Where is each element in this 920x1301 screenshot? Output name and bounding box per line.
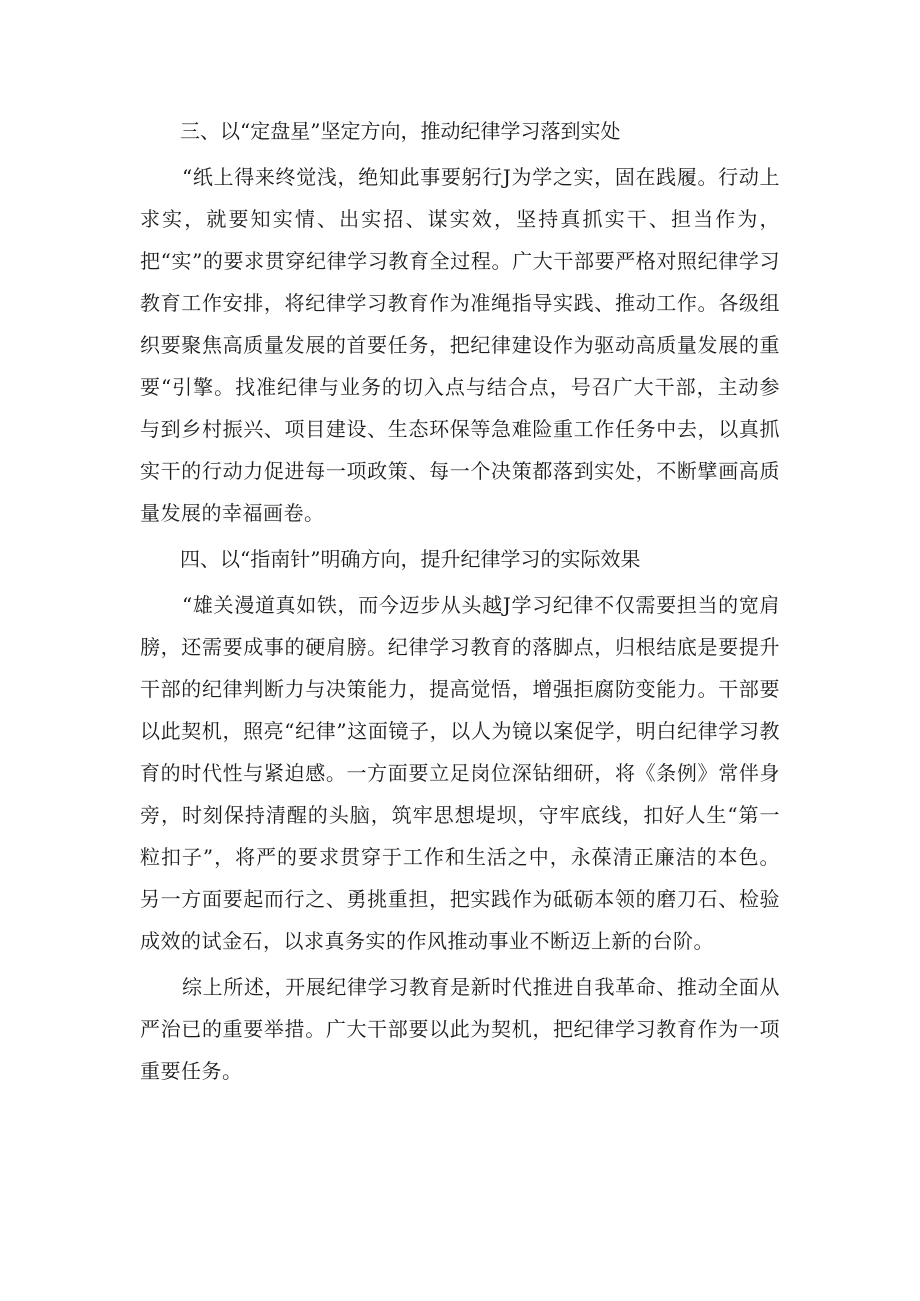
section-heading-4: 四、以“指南针”明确方向，提升纪律学习的实际效果 — [180, 547, 641, 571]
document-body — [140, 110, 780, 1092]
section-paragraph-3: “纸上得来终觉浅，绝知此事要躬行J为学之实，固在践履。行动上求实，就要知实情、出实招、谋实效，坚持真抓实干、担当作为，把“实”的要求贯穿纪律学习教育全过程。广大干部要严格对照纪律学习教育工作安排，将纪律学习教育作为准绳指导实践、推动工作。各级组织要聚焦高质量发展的首要任务，把纪律建设作为驱动高质量发展的重要“引擎。找准纪律与业务的切入点与结合点，号召广大干部，主动参与到乡村振兴、项目建设、生态环保等急难险重工作任务中去，以真抓实干的行动力促进每一项政策、每一个决策都落到实处，不断擘画高质量发展的幸福画卷。 — [140, 165, 780, 525]
section-paragraph-4: “雄关漫道真如铁，而今迈步从头越J学习纪律不仅需要担当的宽肩膀，还需要成事的硬肩膀。纪律学习教育的落脚点，归根结底是要提升干部的纪律判断力与决策能力，提高觉悟，增强拒腐防变能力。干部要以此契机，照亮“纪律”这面镜子，以人为镜以案促学，明白纪律学习教育的时代性与紧迫感。一方面要立足岗位深钻细研，将《条例》常伴身旁，时刻保持清醒的头脑，筑牢思想堤坝，守牢底线，扣好人生“第一粒扣子”，将严的要求贯穿于工作和生活之中，永葆清正廉洁的本色。另一方面要起而行之、勇挑重担，把实践作为砥砺本领的磨刀石、检验成效的试金石，以求真务实的作风推动事业不断迈上新的台阶。 — [140, 593, 780, 953]
section-heading-3: 三、以“定盘星”坚定方向，推动纪律学习落到实处 — [180, 119, 621, 143]
conclusion-paragraph: 综上所述，开展纪律学习教育是新时代推进自我革命、推动全面从严治已的重要举措。广大干部要以此为契机，把纪律学习教育作为一项重要任务。 — [140, 975, 780, 1083]
